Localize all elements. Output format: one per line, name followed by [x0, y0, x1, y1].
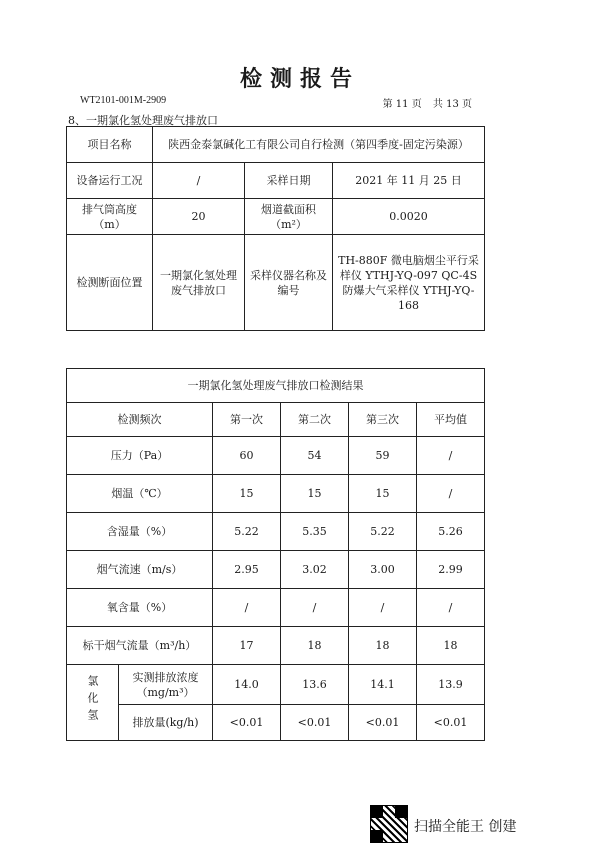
table-cell: <0.01	[349, 705, 417, 741]
table-cell: 14.0	[213, 665, 281, 705]
table-cell: 13.9	[417, 665, 485, 705]
table-cell: 5.26	[417, 513, 485, 551]
table-cell: 5.22	[213, 513, 281, 551]
results-table	[66, 368, 485, 741]
table-cell: <0.01	[417, 705, 485, 741]
section-position-label: 检测断面位置	[67, 235, 153, 331]
info-table	[66, 126, 485, 331]
table-cell: /	[417, 589, 485, 627]
row-label: 烟温（℃）	[67, 475, 213, 513]
page-total: 共 13 页	[432, 99, 472, 110]
row-label: 标干烟气流量（m³/h）	[67, 627, 213, 665]
table-cell: 18	[417, 627, 485, 665]
table-cell: 15	[349, 475, 417, 513]
sample-date-label: 采样日期	[245, 163, 333, 199]
table-cell: 3.00	[349, 551, 417, 589]
table-cell: 14.1	[349, 665, 417, 705]
stack-height-label: 排气筒高度（m）	[67, 199, 153, 235]
table-cell: 13.6	[281, 665, 349, 705]
row-label: 排放量(kg/h)	[119, 705, 213, 741]
table-row	[67, 627, 485, 665]
header-cell: 第二次	[281, 403, 349, 437]
row-label: 压力（Pa）	[67, 437, 213, 475]
table-cell: 60	[213, 437, 281, 475]
flue-area-label: 烟道截面积（m²）	[245, 199, 333, 235]
table-row	[67, 513, 485, 551]
table-cell: 15	[281, 475, 349, 513]
report-title: 检测报告	[239, 66, 360, 92]
table-cell: 5.22	[349, 513, 417, 551]
row-label: 实测排放浓度（mg/m³）	[119, 665, 213, 705]
pollutant-name: 氯化氢	[86, 675, 99, 726]
table-row	[67, 475, 485, 513]
header-cell: 第三次	[349, 403, 417, 437]
table-cell: 18	[349, 627, 417, 665]
page-info	[375, 95, 472, 110]
header-cell: 平均值	[417, 403, 485, 437]
table-cell: /	[349, 589, 417, 627]
flue-area-value: 0.0020	[333, 199, 485, 235]
table-cell: 17	[213, 627, 281, 665]
scanner-watermark: 扫描全能王 创建	[414, 819, 517, 835]
table-row	[67, 551, 485, 589]
table-row	[67, 437, 485, 475]
table-cell: 18	[281, 627, 349, 665]
section-position-value: 一期氯化氢处理废气排放口	[153, 235, 245, 331]
row-label: 含湿量（%）	[67, 513, 213, 551]
table-cell: <0.01	[281, 705, 349, 741]
document-number: WT2101-001M-2909	[80, 95, 167, 106]
project-name-value: 陕西金泰氯碱化工有限公司自行检测（第四季度-固定污染源）	[153, 127, 485, 163]
qr-code-icon	[370, 805, 408, 843]
table-cell: 15	[213, 475, 281, 513]
project-name-label: 项目名称	[67, 127, 153, 163]
row-label: 烟气流速（m/s）	[67, 551, 213, 589]
table-cell: 5.35	[281, 513, 349, 551]
table-cell: /	[417, 437, 485, 475]
row-label: 氧含量（%）	[67, 589, 213, 627]
table-row	[67, 705, 485, 741]
equip-status-label: 设备运行工况	[67, 163, 153, 199]
table-cell: <0.01	[213, 705, 281, 741]
instrument-label: 采样仪器名称及编号	[245, 235, 333, 331]
results-caption: 一期氯化氢处理废气排放口检测结果	[67, 369, 485, 403]
table-cell: 3.02	[281, 551, 349, 589]
table-cell: 54	[281, 437, 349, 475]
equip-status-value: /	[153, 163, 245, 199]
sample-date-value: 2021 年 11 月 25 日	[333, 163, 485, 199]
table-row	[67, 589, 485, 627]
table-cell: 2.99	[417, 551, 485, 589]
instrument-value: TH-880F 微电脑烟尘平行采样仪 YTHJ-YQ-097 QC-4S 防爆大气采样仪 YTHJ-YQ-168	[333, 235, 485, 331]
section-title: 8、一期氯化氢处理废气排放口	[68, 114, 218, 127]
header-cell: 第一次	[213, 403, 281, 437]
pollutant-label	[67, 665, 119, 741]
table-cell: /	[213, 589, 281, 627]
table-cell: 2.95	[213, 551, 281, 589]
table-cell: 59	[349, 437, 417, 475]
results-header-row	[67, 403, 485, 437]
page-current: 第 11 页	[382, 99, 422, 110]
table-row	[67, 665, 485, 705]
stack-height-value: 20	[153, 199, 245, 235]
table-cell: /	[281, 589, 349, 627]
table-cell: /	[417, 475, 485, 513]
header-cell: 检测频次	[67, 403, 213, 437]
